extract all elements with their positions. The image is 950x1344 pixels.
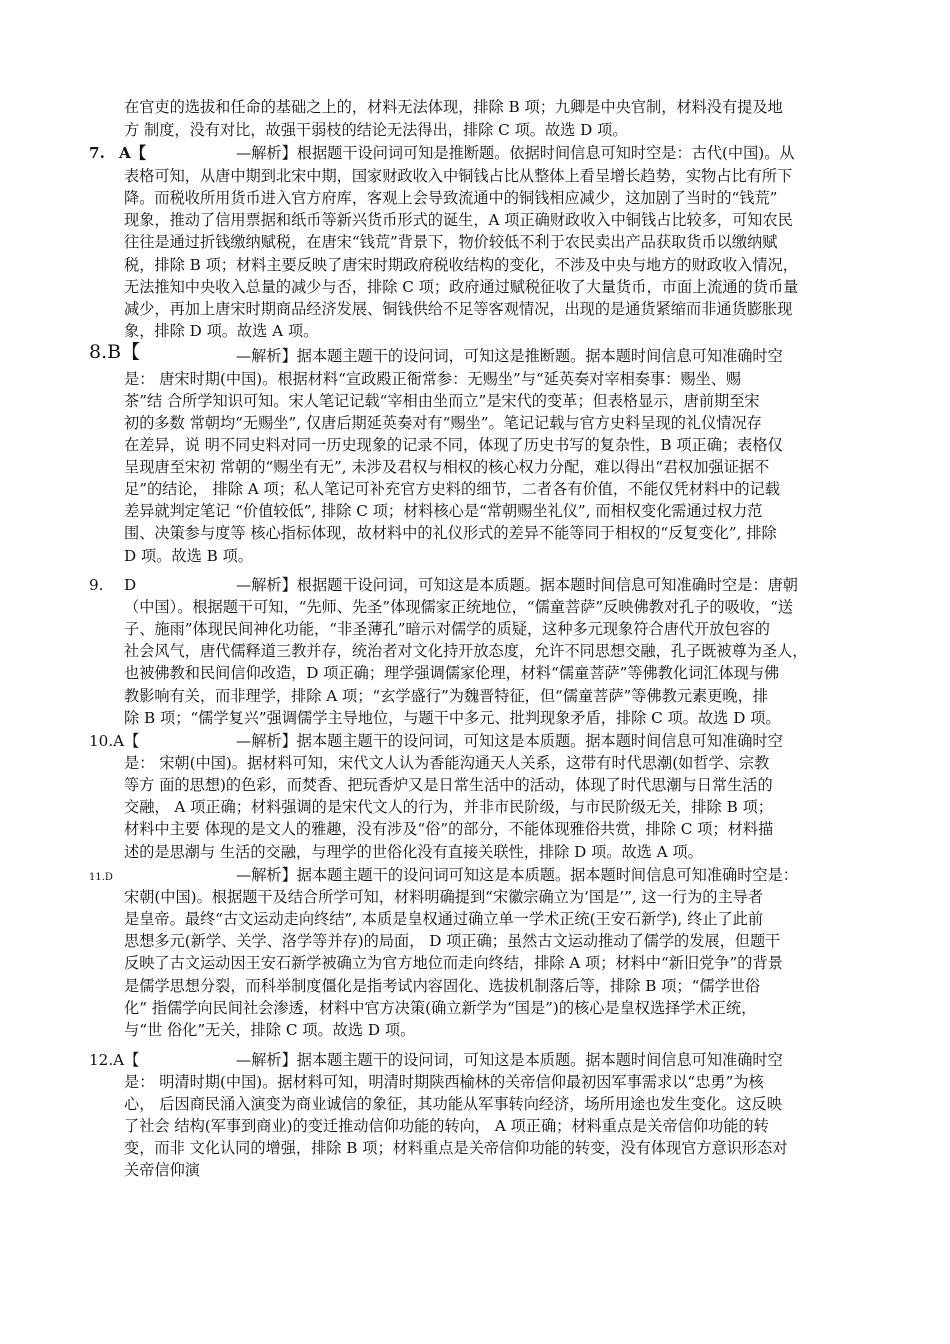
text-line: 表格可知，从唐中期到北宋中期，国家财政收入中铜钱占比从整体上看呈增长趋势，实物占比有所下 (124, 167, 793, 185)
text-line: 往往是通过折钱缴纳赋税，在唐宋“钱荒”背景下，物价较低不利于农民卖出产品获取货币以缴纳赋 (124, 233, 778, 251)
question-number: 10.A【 (89, 732, 140, 750)
question-number: 9. (89, 576, 104, 594)
text-line: 税，排除 B 项；材料主要反映了唐宋时期政府税收结构的变化，不涉及中央与地方的财政收入情况， (124, 256, 798, 274)
text-line: 述的是思潮与 生活的交融，与理学的世俗化没有直接关联性，排除 D 项。故选 A 项。 (124, 843, 703, 861)
text-line: 是： 明清时期(中国)。据材料可知，明清时期陕西榆林的关帝信仰最初因军事需求以“忠勇”为核 (124, 1073, 764, 1091)
text-line: —解析】据本题主题干的设问词，可知这是本质题。据本题时间信息可知准确时空 (236, 1051, 783, 1069)
text-line: 象，排除 D 项。故选 A 项。 (124, 322, 319, 340)
text-line: —解析】据本题主题干的设问词可知这是本质题。据本题时间信息可知准确时空是： (236, 866, 798, 884)
text-line: 降。而税收所用货币进入官方府库，客观上会导致流通中的铜钱相应减少，这加剧了当时的“钱荒” (124, 189, 778, 207)
text-line: 思想多元(新学、关学、洛学等并存)的局面， D 项正确；虽然古文运动推动了儒学的发展，但题干 (124, 932, 781, 950)
text-line: 在差异，说 明不同史料对同一历史现象的记录不同，体现了历史书写的复杂性，B 项正确；表格仅 (124, 436, 783, 454)
text-line: 现象，推动了信用票据和纸币等新兴货币形式的诞生，A 项正确财政收入中铜钱占比较多，可知农民 (124, 211, 793, 229)
text-line: 关帝信仰演 (124, 1161, 200, 1179)
text-line: 减少，再加上唐宋时期商品经济发展、铜钱供给不足等客观情况，出现的是通货紧缩而非通货膨胀现 (124, 300, 793, 318)
text-line: 等方 面的思想)的色彩，而焚香、把玩香炉又是日常生活中的活动，体现了时代思潮与日常生活的 (124, 776, 773, 794)
text-line: 也被佛教和民间信仰改造，D 项正确；理学强调儒家伦理，材料“儒童菩萨”等佛教化词汇体现与佛 (124, 664, 780, 682)
question-number: 7. (89, 144, 105, 162)
text-line: 化” 指儒学向民间社会渗透，材料中官方决策(确立新学为“国是”)的核心是皇权选择学术正统， (124, 999, 757, 1017)
text-line: D 项。故选 B 项。 (124, 547, 253, 565)
text-line: 无法推知中央收入总量的减少与否，排除 C 项；政府通过赋税征收了大量货币，市面上流通的货币量 (124, 278, 799, 296)
text-line: 子、施雨”体现民间神化功能，“非圣薄孔”暗示对儒学的质疑，这种多元现象符合唐代开放包容的 (124, 620, 770, 638)
text-line: 了社会 结构(军事到商业)的变迁推动信仰功能的转向， A 项正确；材料重点是关帝信仰功能的转 (124, 1117, 769, 1135)
text-line: 反映了古文运动因王安石新学被确立为官方地位而走向终结，排除 A 项；材料中“新旧党争”的背景 (124, 954, 783, 972)
text-line: 是： 唐宋时期(中国)。根据材料“宣政殿正衙常参：无赐坐”与“延英奏对宰相奏事：赐坐、赐 (124, 370, 742, 388)
text-line: 茶”结 合所学知识可知。宋人笔记记载“宰相由坐而立”是宋代的变革；但表格显示，唐前期至宋 (124, 392, 760, 410)
text-line: —解析】据本题主题干的设问词，可知这是推断题。据本题时间信息可知准确时空 (236, 347, 783, 365)
text-line: 在官吏的选拔和任命的基础之上的，材料无法体现，排除 B 项；九卿是中央官制，材料没有提及地 (124, 98, 783, 116)
text-line: 宋朝(中国)。根据题干及结合所学可知，材料明确提到“宋徽宗确立为‘国是’”, 这一行为的主导者 (124, 888, 764, 906)
text-line: 变，而非 文化认同的增强，排除 B 项；材料重点是关帝信仰功能的转变，没有体现官方意识形态对 (124, 1139, 788, 1157)
text-line: 是儒学思想分裂，而科举制度僵化是指考试内容固化、选拔机制落后等，排除 B 项；“儒学世俗 (124, 977, 761, 995)
question-number: 8.B【 (89, 341, 141, 363)
question-number: 12.A【 (89, 1051, 140, 1069)
question-number: 11.D (89, 872, 113, 883)
text-line: 社会风气，唐代儒释道三教并存，统治者对文化持开放态度，允许不同思想交融，孔子既被尊为圣人， (124, 642, 808, 660)
text-line: 教影响有关，而非理学，排除 A 项；“玄学盛行”为魏晋特征，但“儒童菩萨”等佛教元素更晚，排 (124, 687, 768, 705)
text-line: —解析】根据题干设问词可知是推断题。依据时间信息可知时空是：古代(中国)。从 (236, 144, 795, 162)
text-line: 除 B 项；“儒学复兴”强调儒学主导地位，与题干中多元、批判现象矛盾，排除 C 项。故选 D 项。 (124, 709, 781, 727)
text-line: —解析】据本题主题干的设问词，可知这是本质题。据本题时间信息可知准确时空 (236, 732, 783, 750)
text-line: 材料中主要 体现的是文人的雅趣，没有涉及“俗”的部分，不能体现雅俗共赏，排除 C 项；材料描 (124, 820, 774, 838)
text-line: 初的多数 常朝均“无赐坐”, 仅唐后期延英奏对有“赐坐”。笔记记载与官方史料呈现的礼仪情况存 (124, 414, 762, 432)
text-line: 足”的结论， 排除 A 项；私人笔记可补充官方史料的细节，二者各有价值，不能仅凭材料中的记载 (124, 480, 780, 498)
answer-label: D (124, 576, 137, 594)
text-line: 呈现唐至宋初 常朝的“赐坐有无”, 未涉及君权与相权的核心权力分配，难以得出“君权加强证据不 (124, 458, 770, 476)
text-line: 是皇帝。最终“古文运动走向终结”, 本质是皇权通过确立单一学术正统(王安石新学), 终止了此前 (124, 910, 764, 928)
text-line: 是： 宋朝(中国)。据材料可知，宋代文人认为香能沟通天人关系，这带有时代思潮(如哲学、宗教 (124, 754, 770, 772)
text-line: （中国）。根据题干可知，“先师、先圣”体现儒家正统地位，“儒童菩萨”反映佛教对孔子的吸收，“送 (124, 598, 794, 616)
text-line: 差异就判定笔记 “价值较低”, 排除 C 项；材料核心是“常朝赐坐礼仪”, 而相权变化需通过权力范 (124, 502, 763, 520)
text-line: 与“世 俗化”无关，排除 C 项。故选 D 项。 (124, 1021, 416, 1039)
text-line: 心， 后因商民涌入演变为商业诚信的象征，其功能从军事转向经济，场所用途也发生变化。这反映 (124, 1095, 782, 1113)
text-line: 方 制度，没有对比，故强干弱枝的结论无法得出，排除 C 项。故选 D 项。 (124, 121, 628, 139)
text-line: 交融， A 项正确；材料强调的是宋代文人的行为，并非市民阶级，与市民阶级无关，排除 B 项； (124, 798, 773, 816)
text-line: 围、决策参与度等 核心指标体现，故材料中的礼仪形式的差异不能等同于相权的“反复变化”, 排除 (124, 524, 777, 542)
answer-label: A【 (119, 144, 146, 162)
text-line: —解析】根据题干设问词，可知这是本质题。据本题时间信息可知准确时空是：唐朝 (236, 576, 798, 594)
